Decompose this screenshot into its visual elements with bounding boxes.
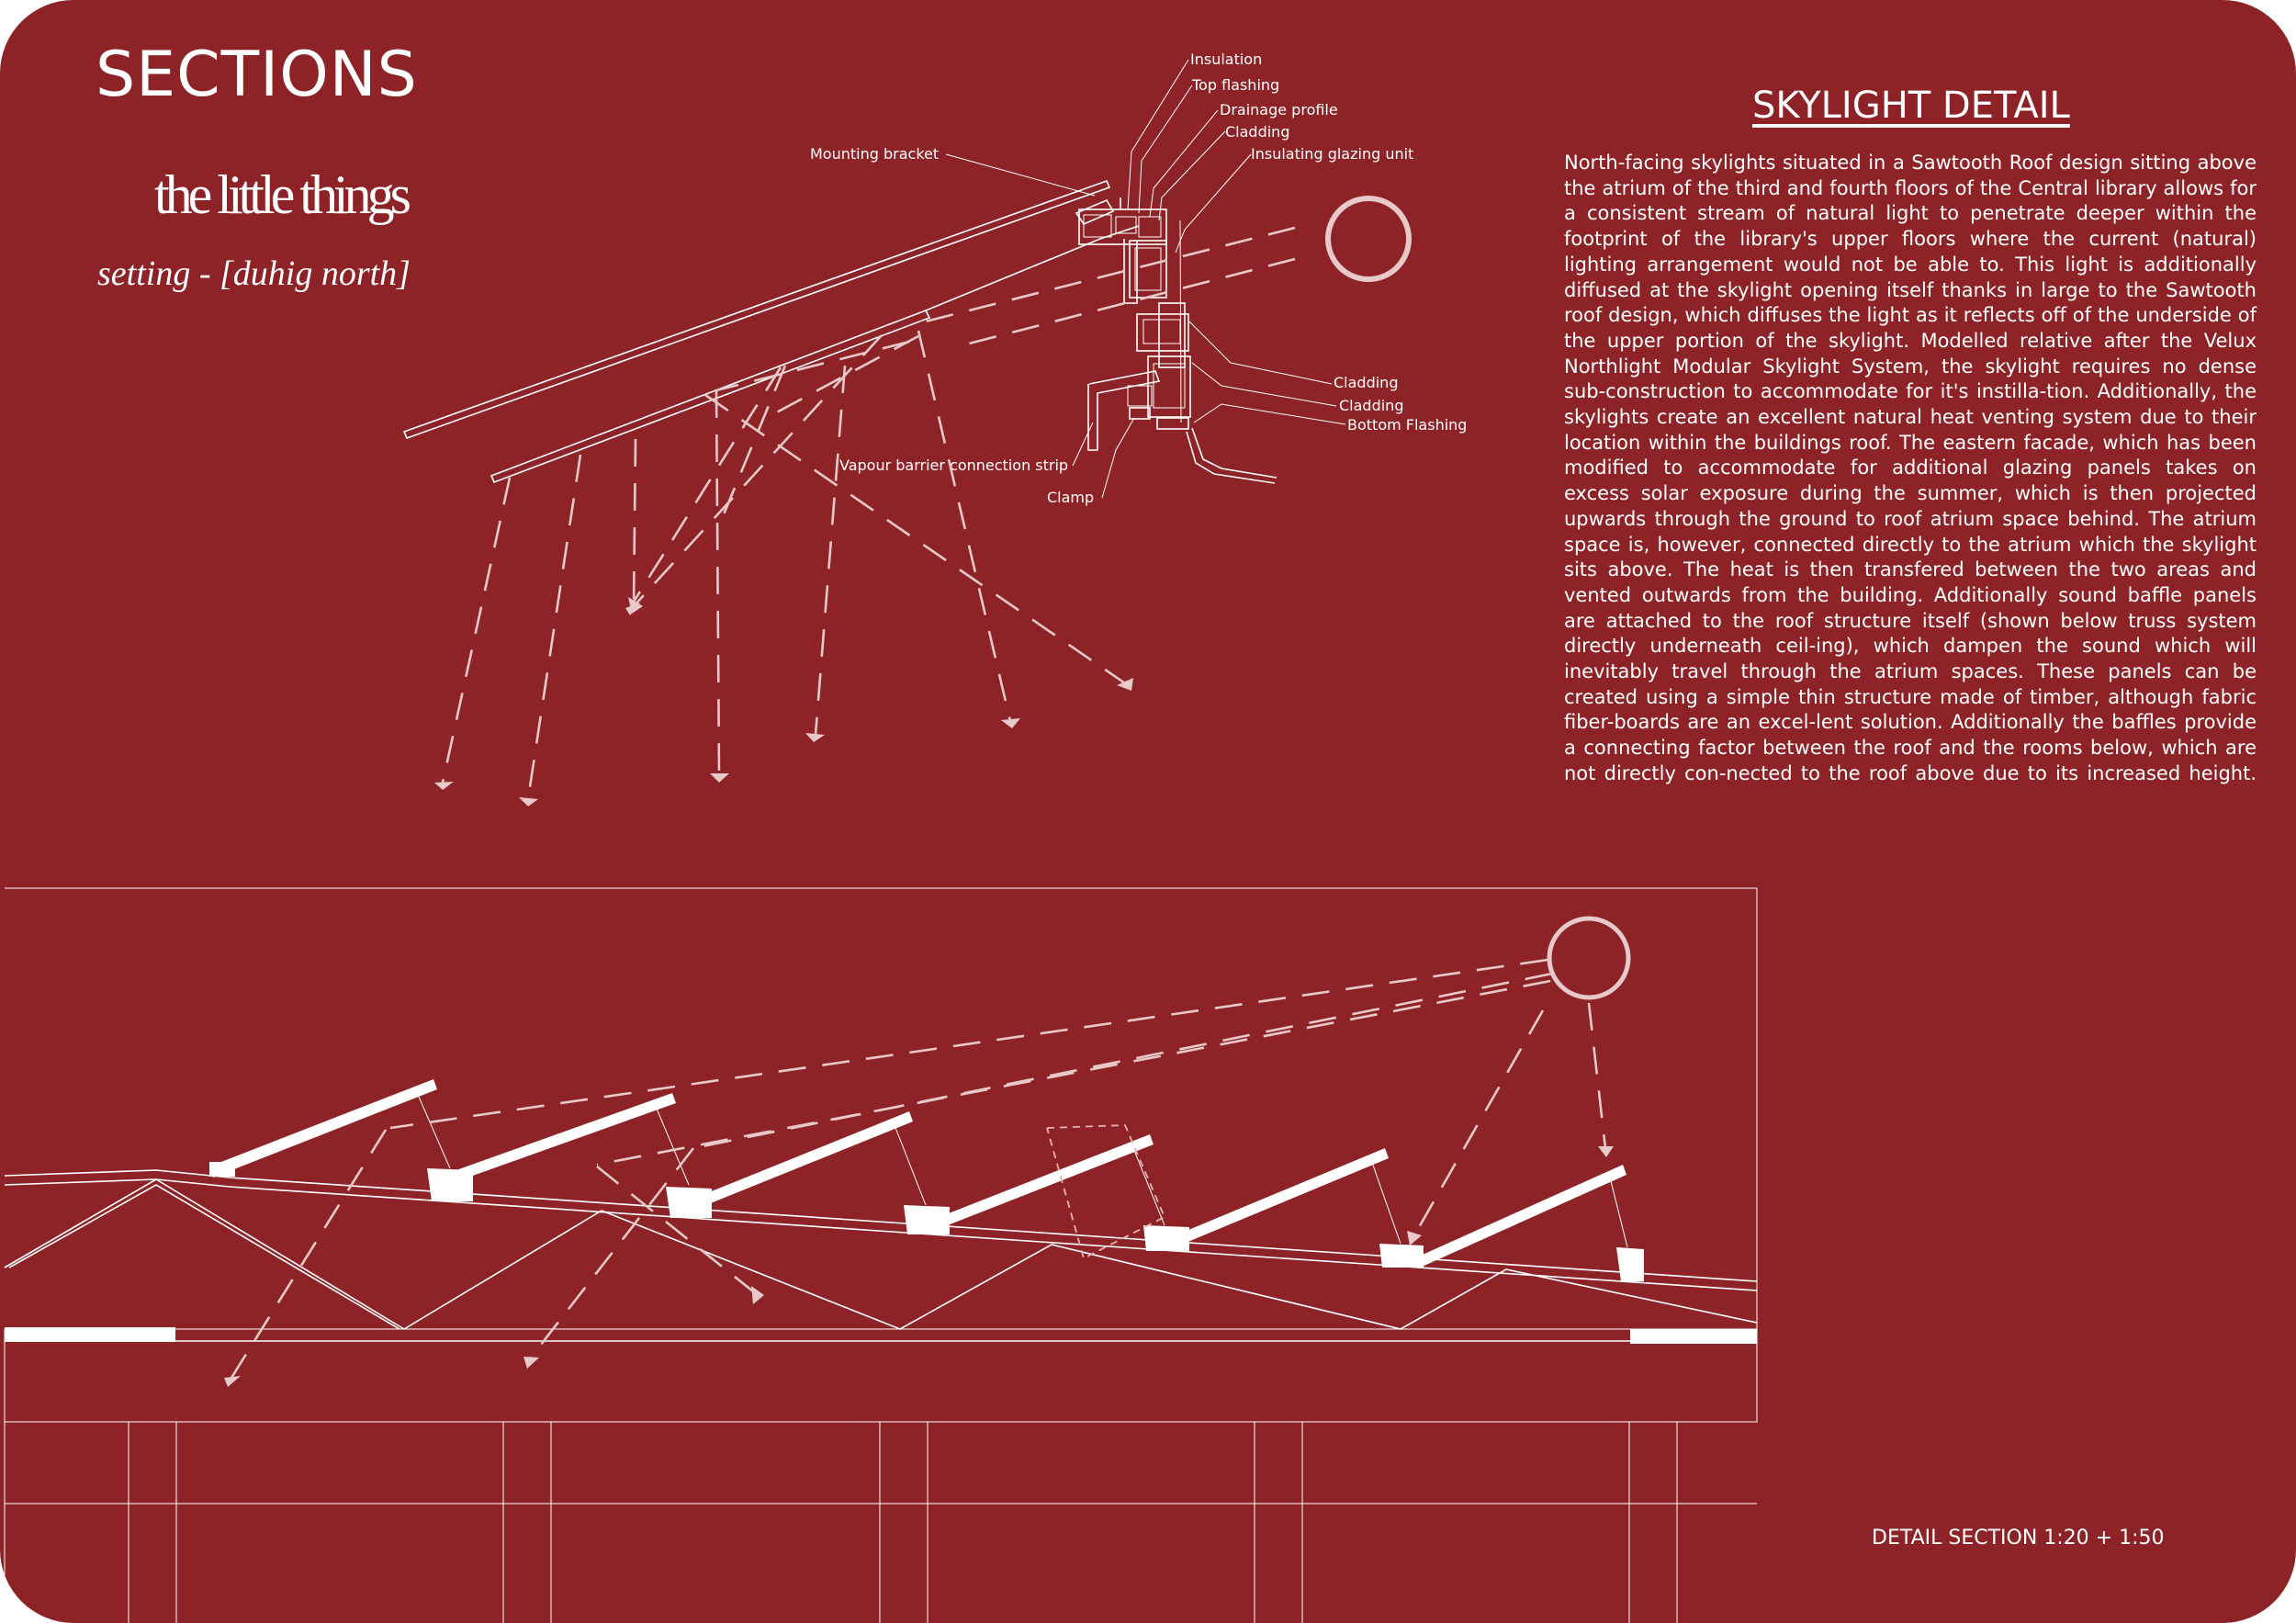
- skylight-detail-heading: SKYLIGHT DETAIL: [1752, 85, 2070, 127]
- page-subtitle: the little things: [154, 164, 407, 225]
- label-clamp: Clamp: [1047, 489, 1095, 506]
- label-mounting-bracket: Mounting bracket: [810, 145, 940, 163]
- label-insulation: Insulation: [1190, 51, 1263, 68]
- label-cladding-1: Cladding: [1334, 374, 1399, 391]
- skylight-detail-description: North-facing skylights situated in a Sawtooth Roof design sitting above the atrium of the third and fourth floors of the Central library allows for a consistent stream of natural light to penetrate deeper within the footprint of the library's upper floors where the current (natural) lighting arrangement would not be able to. This light is additionally diffused at the skylight opening itself thanks in large to the Sawtooth roof design, which diffuses the light as it reflects off of the underside of the upper portion of the skylight. Modelled relative after the Velux Northlight Modular Skylight System, the skylight requires no dense sub-construction to accommodate for it's instilla-tion. Additionally, the skylights create an excellent natural heat venting system due to their location within the buildings roof. The eastern facade, which has been modified to accommodate for additional glazing panels takes on excess solar exposure during the summer, which is then projected upwards through the ground to roof atrium space behind. The atrium space is, however, connected directly to the atrium which the skylight sits above. The heat is then transfered between the two areas and vented outwards from the building. Additionally sound baffle panels are attached to the roof structure itself (shown below truss system directly underneath ceil-ing), which dampen the sound which will inevitably travel through the atrium spaces. These panels can be created using a simple thin structure made of timber, although fabric fiber-boards are an excel-lent solution. Additionally the baffles provide a connecting factor between the roof and the rooms below, which are not directly con-nected to the roof above due to its increased height.: [1564, 152, 2257, 784]
- page-title: SECTIONS: [96, 39, 418, 111]
- label-cladding-2: Cladding: [1339, 397, 1404, 414]
- label-top-flashing: Top flashing: [1192, 76, 1280, 94]
- label-insulating-glazing-unit: Insulating glazing unit: [1251, 145, 1414, 163]
- setting-caption: setting - [duhig north]: [97, 254, 411, 293]
- label-drainage-profile: Drainage profile: [1220, 101, 1338, 118]
- sun-icon: [1328, 198, 1409, 279]
- label-cladding-top: Cladding: [1225, 123, 1290, 141]
- columns: [129, 1422, 1677, 1623]
- roof-panel: [404, 181, 1139, 482]
- label-bottom-flashing: Bottom Flashing: [1347, 416, 1468, 434]
- sun-icon: [1549, 919, 1628, 997]
- skylight-panels: [209, 1079, 1644, 1281]
- scale-caption: DETAIL SECTION 1:20 + 1:50: [1872, 1527, 2165, 1550]
- label-vapour-barrier: Vapour barrier connection strip: [839, 456, 1069, 474]
- sawtooth-roof-section: [5, 888, 1757, 1623]
